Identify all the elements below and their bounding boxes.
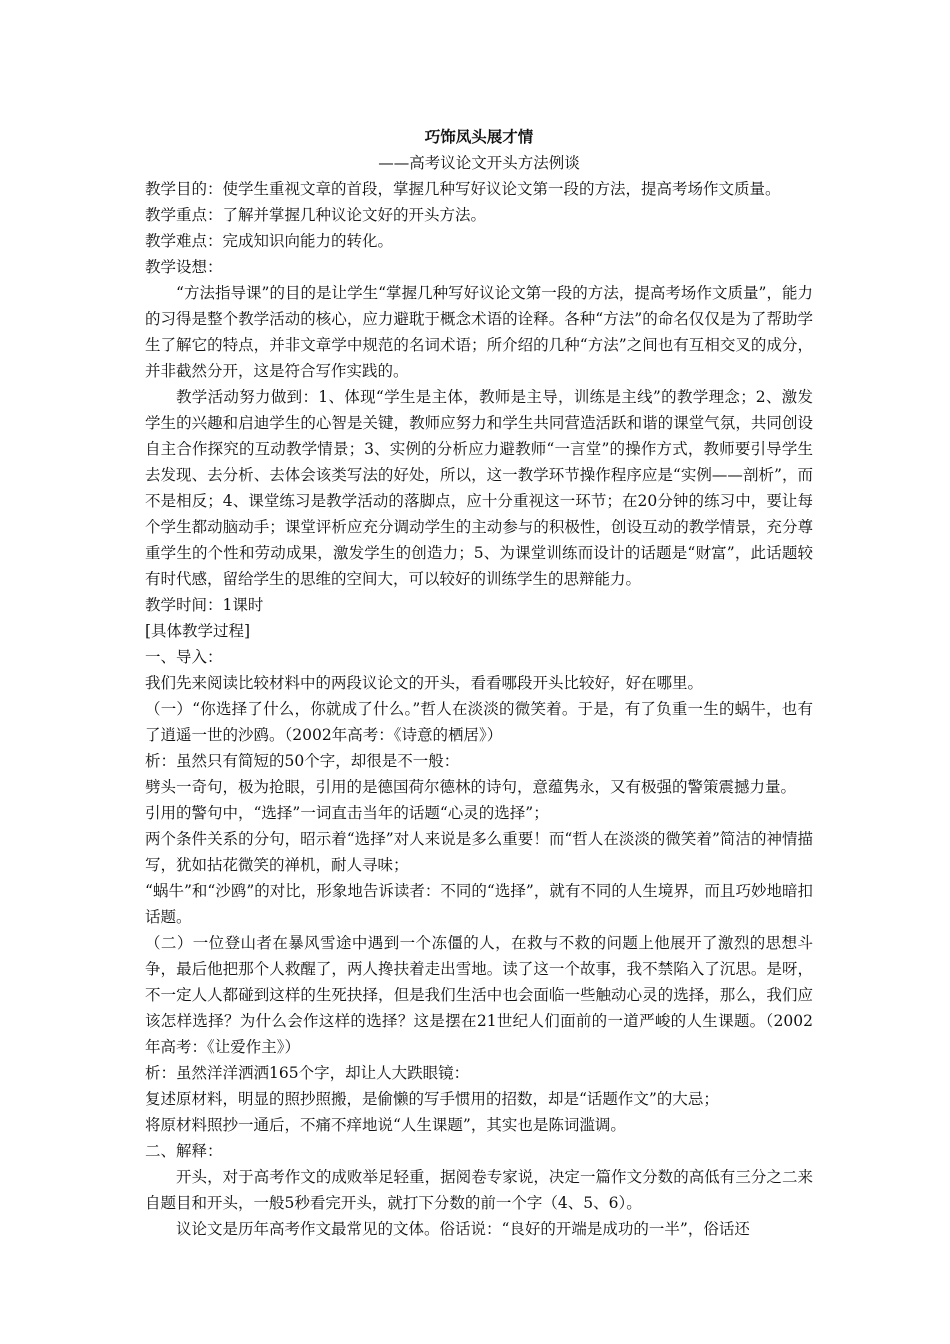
explain-paragraph-2: 议论文是历年高考作文最常见的文体。俗话说：“良好的开端是成功的一半”，俗话还 [176, 1220, 750, 1238]
teaching-design-label: 教学设想： [145, 258, 223, 276]
process-heading: [具体教学过程] [145, 622, 251, 640]
example-2-point-2: 将原材料照抄一通后，不痛不痒地说“人生课题”，其实也是陈词滥调。 [145, 1116, 626, 1134]
design-paragraph-1: “方法指导课”的目的是让学生“掌握几种写好议论文第一段的方法，提高考场作文质量”，能力的习得是整个教学活动的核心，应力避耽于概念术语的诠释。各种“方法”的命名仅仅是为了帮助学生了解它的特点，并非文章学中规范的名词术语；所介绍的几种“方法”之间也有互相交叉的成分，并非截然分开，这是符合写作实践的。 [145, 284, 813, 380]
example-2-point-1: 复述原材料，明显的照抄照搬，是偷懒的写手惯用的招数，却是“话题作文”的大忌； [145, 1090, 719, 1108]
example-1: （一）“你选择了什么，你就成了什么。”哲人在淡淡的微笑着。于是，有了负重一生的蜗牛，也有了逍遥一世的沙鸥。（2002年高考：《诗意的栖居》） [145, 700, 813, 744]
example-1-point-3: 两个条件关系的分句，昭示着“选择”对人来说是多么重要！而“哲人在淡淡的微笑着”简洁的神情描写，犹如拈花微笑的禅机，耐人寻味； [145, 830, 813, 874]
example-1-analysis: 析：虽然只有简短的50个字，却很是不一般： [145, 752, 460, 770]
document-subtitle: ——高考议论文开头方法例谈 [378, 154, 580, 172]
example-2-analysis: 析：虽然洋洋洒洒165个字，却让人大跌眼镜： [145, 1064, 470, 1082]
teaching-difficulty: 教学难点：完成知识向能力的转化。 [145, 232, 394, 250]
teaching-time: 教学时间：1课时 [145, 596, 264, 614]
explain-paragraph-1: 开头，对于高考作文的成败举足轻重，据阅卷专家说，决定一篇作文分数的高低有三分之二来自题目和开头，一般5秒看完开头，就打下分数的前一个字（4、5、6）。 [145, 1168, 813, 1212]
example-1-point-2: 引用的警句中，“选择”一词直击当年的话题“心灵的选择”； [145, 804, 549, 822]
teaching-goal: 教学目的：使学生重视文章的首段，掌握几种写好议论文第一段的方法，提高考场作文质量。 [145, 180, 781, 198]
intro-heading: 一、导入： [145, 648, 223, 666]
example-2: （二）一位登山者在暴风雪途中遇到一个冻僵的人，在救与不救的问题上他展开了激烈的思想斗争，最后他把那个人救醒了，两人搀扶着走出雪地。读了这一个故事，我不禁陷入了沉思。是呀，不一定人人都碰到这样的生死抉择，但是我们生活中也会面临一些触动心灵的选择，那么，我们应该怎样选择？为什么会作这样的选择？这是摆在21世纪人们面前的一道严峻的人生课题。（2002年高考：《让爱作主》） [145, 934, 813, 1056]
example-1-point-1: 劈头一奇句，极为抢眼，引用的是德国荷尔德林的诗句，意蕴隽永，又有极强的警策震撼力量。 [145, 778, 797, 796]
document-page [145, 124, 813, 1242]
example-1-point-4: “蜗牛”和“沙鸥”的对比，形象地告诉读者：不同的“选择”，就有不同的人生境界，而且巧妙地暗扣话题。 [145, 882, 813, 926]
intro-text: 我们先来阅读比较材料中的两段议论文的开头，看看哪段开头比较好，好在哪里。 [145, 674, 704, 692]
design-paragraph-2: 教学活动努力做到：1、体现“学生是主体，教师是主导，训练是主线”的教学理念；2、激发学生的兴趣和启迪学生的心智是关键，教师应努力和学生共同营造活跃和谐的课堂气氛，共同创设自主合作探究的互动教学情景；3、实例的分析应力避教师“一言堂”的操作方式，教师要引导学生去发现、去分析、去体会该类写法的好处，所以，这一教学环节操作程序应是“实例——剖析”，而不是相反；4、课堂练习是教学活动的落脚点，应十分重视这一环节；在20分钟的练习中，要让每个学生都动脑动手；课堂评析应充分调动学生的主动参与的积极性，创设互动的教学情景，充分尊重学生的个性和劳动成果，激发学生的创造力；5、为课堂训练而设计的话题是“财富”，此话题较有时代感，留给学生的思维的空间大，可以较好的训练学生的思辩能力。 [145, 388, 813, 588]
document-title: 巧饰凤头展才情 [424, 127, 534, 146]
teaching-focus: 教学重点：了解并掌握几种议论文好的开头方法。 [145, 206, 487, 224]
explain-heading: 二、解释： [145, 1142, 223, 1160]
